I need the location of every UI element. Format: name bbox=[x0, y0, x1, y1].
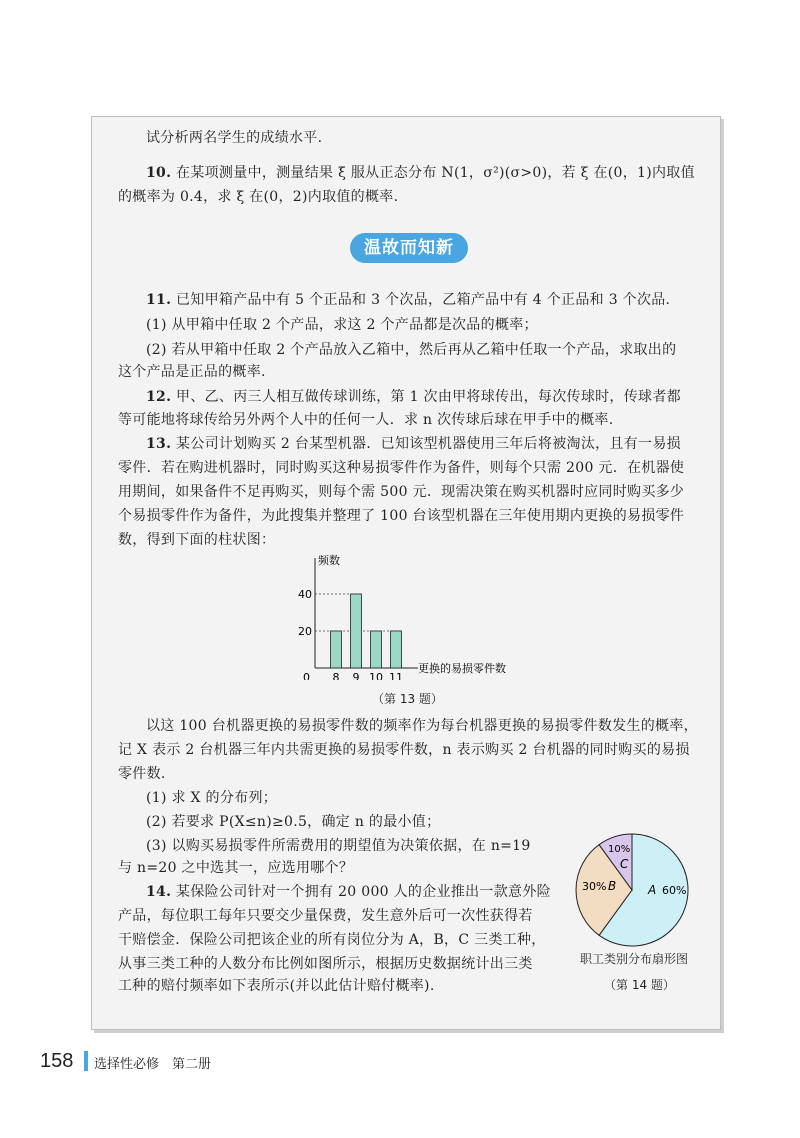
text-line: (2) 若要求 P(X≤n)≥0.5，确定 n 的最小值； bbox=[146, 814, 441, 830]
text-line: 甲、乙、丙三人相互做传球训练，第 1 次由甲将球传出，每次传球时，传球者都 bbox=[176, 389, 681, 405]
text-line: 个易损零件作为备件，为此搜集并整理了 100 台该型机器在三年使用期内更换的易损零件 bbox=[118, 508, 685, 524]
x-tick-label: 8 bbox=[332, 671, 340, 680]
text-line: 零件．若在购进机器时，同时购买这种易损零件作为备件，则每个只需 200 元．在机器使 bbox=[118, 460, 685, 476]
text-line: 用期间，如果备件不足再购买，则每个需 500 元．现需决策在购买机器时应同时购买多少 bbox=[118, 484, 685, 500]
problem-14 bbox=[146, 882, 551, 902]
text-line: 从事三类工种的人数分布比例如图所示，根据历史数据统计出三类 bbox=[118, 956, 533, 972]
text-line: 某公司计划购买 2 台某型机器．已知该型机器使用三年后将被淘汰，且有一易损 bbox=[176, 436, 681, 452]
problem-number: 10. bbox=[146, 165, 172, 181]
problem-number: 13. bbox=[146, 436, 172, 452]
text-line: 某保险公司针对一个拥有 20 000 人的企业推出一款意外险 bbox=[176, 884, 551, 900]
text-line: 等可能地将球传给另外两个人中的任何一人．求 n 次传球后球在甲手中的概率. bbox=[118, 412, 614, 428]
text-line: (1) 从甲箱中任取 2 个产品，求这 2 个产品都是次品的概率； bbox=[146, 317, 538, 333]
pie-caption: 职工类别分布扇形图 bbox=[580, 952, 689, 966]
section-badge: 温故而知新 bbox=[350, 233, 468, 263]
slice-percent: 10% bbox=[608, 844, 631, 855]
y-tick-label: 20 bbox=[298, 625, 312, 638]
text-line: 的概率为 0.4，求 ξ 在(0，2)内取值的概率. bbox=[118, 189, 399, 205]
bar bbox=[371, 631, 382, 668]
book-title: 选择性必修 第二册 bbox=[94, 1057, 212, 1072]
slice-label: C bbox=[620, 857, 629, 871]
figure-caption: （第 13 题） bbox=[372, 692, 443, 706]
figure-caption: （第 14 题） bbox=[604, 978, 675, 992]
origin-label: 0 bbox=[303, 671, 310, 680]
text-line: 以这 100 台机器更换的易损零件数的频率作为每台机器更换的易损零件数发生的概率， bbox=[146, 718, 698, 734]
text-line: (3) 以购买易损零件所需费用的期望值为决策依据，在 n=19 bbox=[146, 838, 531, 854]
slice-label: A bbox=[648, 883, 657, 897]
text-line: 记 X 表示 2 台机器三年内共需更换的易损零件数，n 表示购买 2 台机器的同时购买的易损 bbox=[118, 742, 690, 758]
x-tick-label: 10 bbox=[369, 671, 383, 680]
page-number: 158 bbox=[40, 1050, 74, 1072]
problem-number: 12. bbox=[146, 389, 172, 405]
text-line: 工种的赔付频率如下表所示(并以此估计赔付概率). bbox=[118, 978, 435, 994]
text-line: 这个产品是正品的概率. bbox=[118, 364, 266, 380]
bar-chart bbox=[290, 550, 530, 680]
footer-accent-bar bbox=[84, 1051, 88, 1071]
problem-13 bbox=[146, 434, 681, 454]
problem-12 bbox=[146, 387, 681, 407]
bar bbox=[391, 631, 402, 668]
pie-chart bbox=[570, 828, 700, 950]
text-line: (2) 若从甲箱中任取 2 个产品放入乙箱中，然后再从乙箱中任取一个产品，求取出的 bbox=[146, 342, 677, 358]
text-line: 零件数. bbox=[118, 766, 166, 782]
problem-10 bbox=[146, 163, 695, 183]
text-line: 与 n=20 之中选其一，应选用哪个？ bbox=[118, 860, 354, 876]
bar bbox=[331, 631, 342, 668]
text-line: 已知甲箱产品中有 5 个正品和 3 个次品，乙箱产品中有 4 个正品和 3 个次品. bbox=[176, 292, 671, 308]
text-line: 在某项测量中，测量结果 ξ 服从正态分布 N(1，σ²)(σ>0)，若 ξ 在(0，1)内取值 bbox=[176, 165, 695, 181]
y-axis-label: 频数 bbox=[318, 554, 340, 567]
problem-number: 11. bbox=[146, 292, 172, 308]
x-tick-label: 11 bbox=[389, 671, 403, 680]
y-tick-label: 40 bbox=[298, 588, 312, 601]
slice-percent: 60% bbox=[662, 884, 687, 897]
text-line: 试分析两名学生的成绩水平. bbox=[146, 130, 323, 146]
bar bbox=[351, 594, 362, 668]
slice-percent: 30% bbox=[582, 880, 607, 893]
text-line: 数，得到下面的柱状图： bbox=[118, 532, 276, 548]
problem-11 bbox=[146, 290, 670, 310]
text-line: 产品，每位职工每年只要交少量保费，发生意外后可一次性获得若 bbox=[118, 908, 533, 924]
x-tick-label: 9 bbox=[352, 671, 360, 680]
text-line: (1) 求 X 的分布列； bbox=[146, 790, 278, 806]
problem-number: 14. bbox=[146, 884, 172, 900]
x-axis-label: 更换的易损零件数 bbox=[418, 662, 506, 675]
text-line: 干赔偿金．保险公司把该企业的所有岗位分为 A，B，C 三类工种， bbox=[118, 932, 546, 948]
slice-label: B bbox=[608, 879, 617, 893]
